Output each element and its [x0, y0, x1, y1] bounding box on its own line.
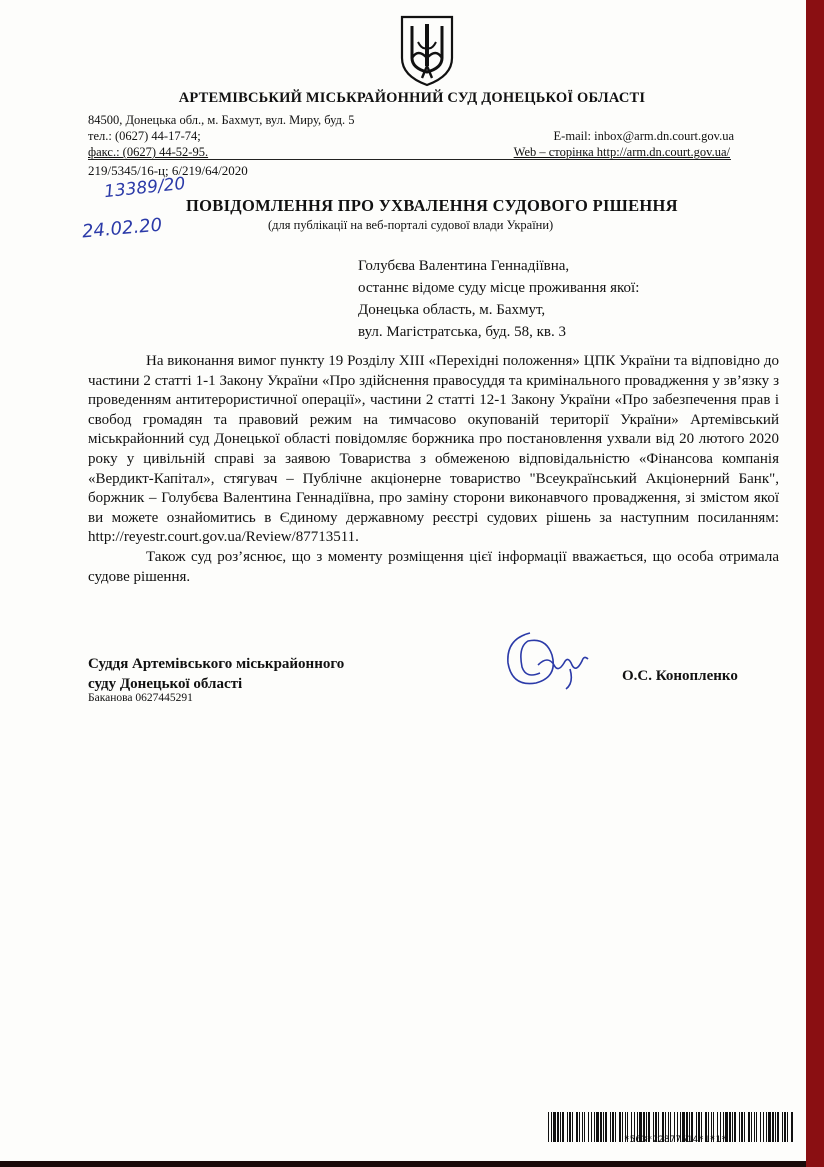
court-address: 84500, Донецька обл., м. Бахмут, вул. Миру, буд. 5: [88, 113, 355, 127]
barcode-bar: [782, 1112, 783, 1142]
barcode-bar: [588, 1112, 589, 1142]
barcode-bar: [569, 1112, 571, 1142]
judge-name: О.С. Конопленко: [622, 668, 738, 684]
barcode-bar: [777, 1112, 779, 1142]
header-divider: [88, 159, 731, 160]
judge-signature: [500, 625, 592, 695]
addressee-city: Донецька область, м. Бахмут,: [358, 302, 546, 318]
barcode-bar: [748, 1112, 750, 1142]
notice-body: [88, 352, 779, 587]
barcode-bar: [763, 1112, 764, 1142]
barcode-bar: [567, 1112, 568, 1142]
barcode-bar: [732, 1112, 733, 1142]
barcode-bar: [768, 1112, 771, 1142]
barcode-bar: [751, 1112, 752, 1142]
barcode-bar: [784, 1112, 786, 1142]
barcode-bar: [605, 1112, 607, 1142]
judge-position: [88, 654, 344, 694]
barcode-bar: [756, 1112, 757, 1142]
clerk-contact: Баканова 0627445291: [88, 692, 193, 704]
barcode-bar: [760, 1112, 761, 1142]
court-email: E-mail: inbox@arm.dn.court.gov.ua: [553, 129, 734, 143]
barcode-bar: [579, 1112, 580, 1142]
document-subtitle: (для публікації на веб-порталі судової влади України): [268, 218, 554, 232]
barcode-bar: [576, 1112, 578, 1142]
body-paragraph: Також суд роз’яснює, що з моменту розміщення цієї інформації вважається, що особа отримала судове рішення.: [88, 548, 779, 585]
barcode-bar: [557, 1112, 559, 1142]
document-title: ПОВІДОМЛЕННЯ ПРО УХВАЛЕННЯ СУДОВОГО РІШЕННЯ: [186, 196, 678, 215]
barcode-bar: [582, 1112, 583, 1142]
addressee-name: Голубєва Валентина Геннадіївна,: [358, 258, 570, 274]
barcode-bar: [612, 1112, 614, 1142]
barcode-bar: [610, 1112, 611, 1142]
case-number: 219/5345/16-ц; 6/219/64/2020: [88, 163, 248, 178]
barcode-bar: [603, 1112, 604, 1142]
judge-position-line: суду Донецької області: [88, 676, 243, 692]
trident-emblem-icon: [398, 14, 456, 88]
barcode-bar: [553, 1112, 556, 1142]
barcode-bar: [594, 1112, 595, 1142]
barcode-bar: [622, 1112, 623, 1142]
barcode-bar: [572, 1112, 573, 1142]
barcode-bar: [548, 1112, 549, 1142]
body-paragraph: На виконання вимог пункту 19 Розділу ХІІІ «Перехідні положення» ЦПК України та відповідно до частини 2 статті 1-1 Закону України «Про здійснення правосуддя та кримінального провадження у зв’язку з проведенням антитерористичної операції», частини 2 статті 12-1 Закону України «Про забезпечення прав і свобод громадян та правовий режим на тимчасово окупованій території України» Артемівський міськрайонний суд Донецької області повідомляє боржника про постановлення ухвали від 20 лютого 2020 року у цивільній справі за заявою Товариства з обмеженою відповідальністю «Фінансова компанія «Вердикт-Капітал», стягувач – Публічне акціонерне товариство "Всеукраїнський Акціонерний Банк", боржник – Голубєва Валентина Геннадіївна, про заміну сторони виконавчого провадження, зі змістом якої ви можете ознайомитись в Єдиному державному реєстрі судових рішень за наступним посиланням: http://reyestr.court.gov.ua/Review/87713511.: [88, 353, 779, 546]
court-website: Web – сторінка http://arm.dn.court.gov.ua/: [513, 145, 730, 159]
barcode-bar: [560, 1112, 561, 1142]
barcode-bar: [744, 1112, 745, 1142]
barcode-bar: [600, 1112, 602, 1142]
barcode-bar: [787, 1112, 788, 1142]
court-name: АРТЕМІВСЬКИЙ МІСЬКРАЙОННИЙ СУД ДОНЕЦЬКОЇ ОБЛАСТІ: [178, 90, 646, 106]
addressee-block: [358, 255, 639, 343]
scan-edge: [0, 1161, 806, 1167]
barcode-bar: [754, 1112, 755, 1142]
barcode-bar: [734, 1112, 736, 1142]
barcode-bar: [591, 1112, 592, 1142]
addressee-street: вул. Магістратська, буд. 58, кв. 3: [358, 324, 566, 340]
barcode-bar: [596, 1112, 599, 1142]
court-fax: факс.: (0627) 44-52-95.: [88, 145, 209, 159]
handwritten-reg-number: 13389/20: [103, 173, 187, 203]
barcode-bar: [766, 1112, 767, 1142]
judge-position-line: Суддя Артемівського міськрайонного: [88, 656, 345, 672]
barcode-bar: [739, 1112, 740, 1142]
court-phone: тел.: (0627) 44-17-74;: [88, 129, 201, 143]
barcode-bar: [729, 1112, 731, 1142]
barcode-bar: [619, 1112, 621, 1142]
barcode-bar: [791, 1112, 793, 1142]
barcode-bar: [584, 1112, 585, 1142]
addressee-note: останнє відоме суду місце проживання якої:: [358, 280, 640, 296]
barcode-bar: [562, 1112, 564, 1142]
barcode-bar: [615, 1112, 616, 1142]
barcode-text: *563*22877514*1*1*: [624, 1135, 727, 1145]
barcode-bar: [741, 1112, 743, 1142]
barcode-bar: [772, 1112, 774, 1142]
handwritten-date: 24.02.20: [81, 214, 163, 243]
barcode-bar: [775, 1112, 776, 1142]
barcode-bar: [551, 1112, 552, 1142]
